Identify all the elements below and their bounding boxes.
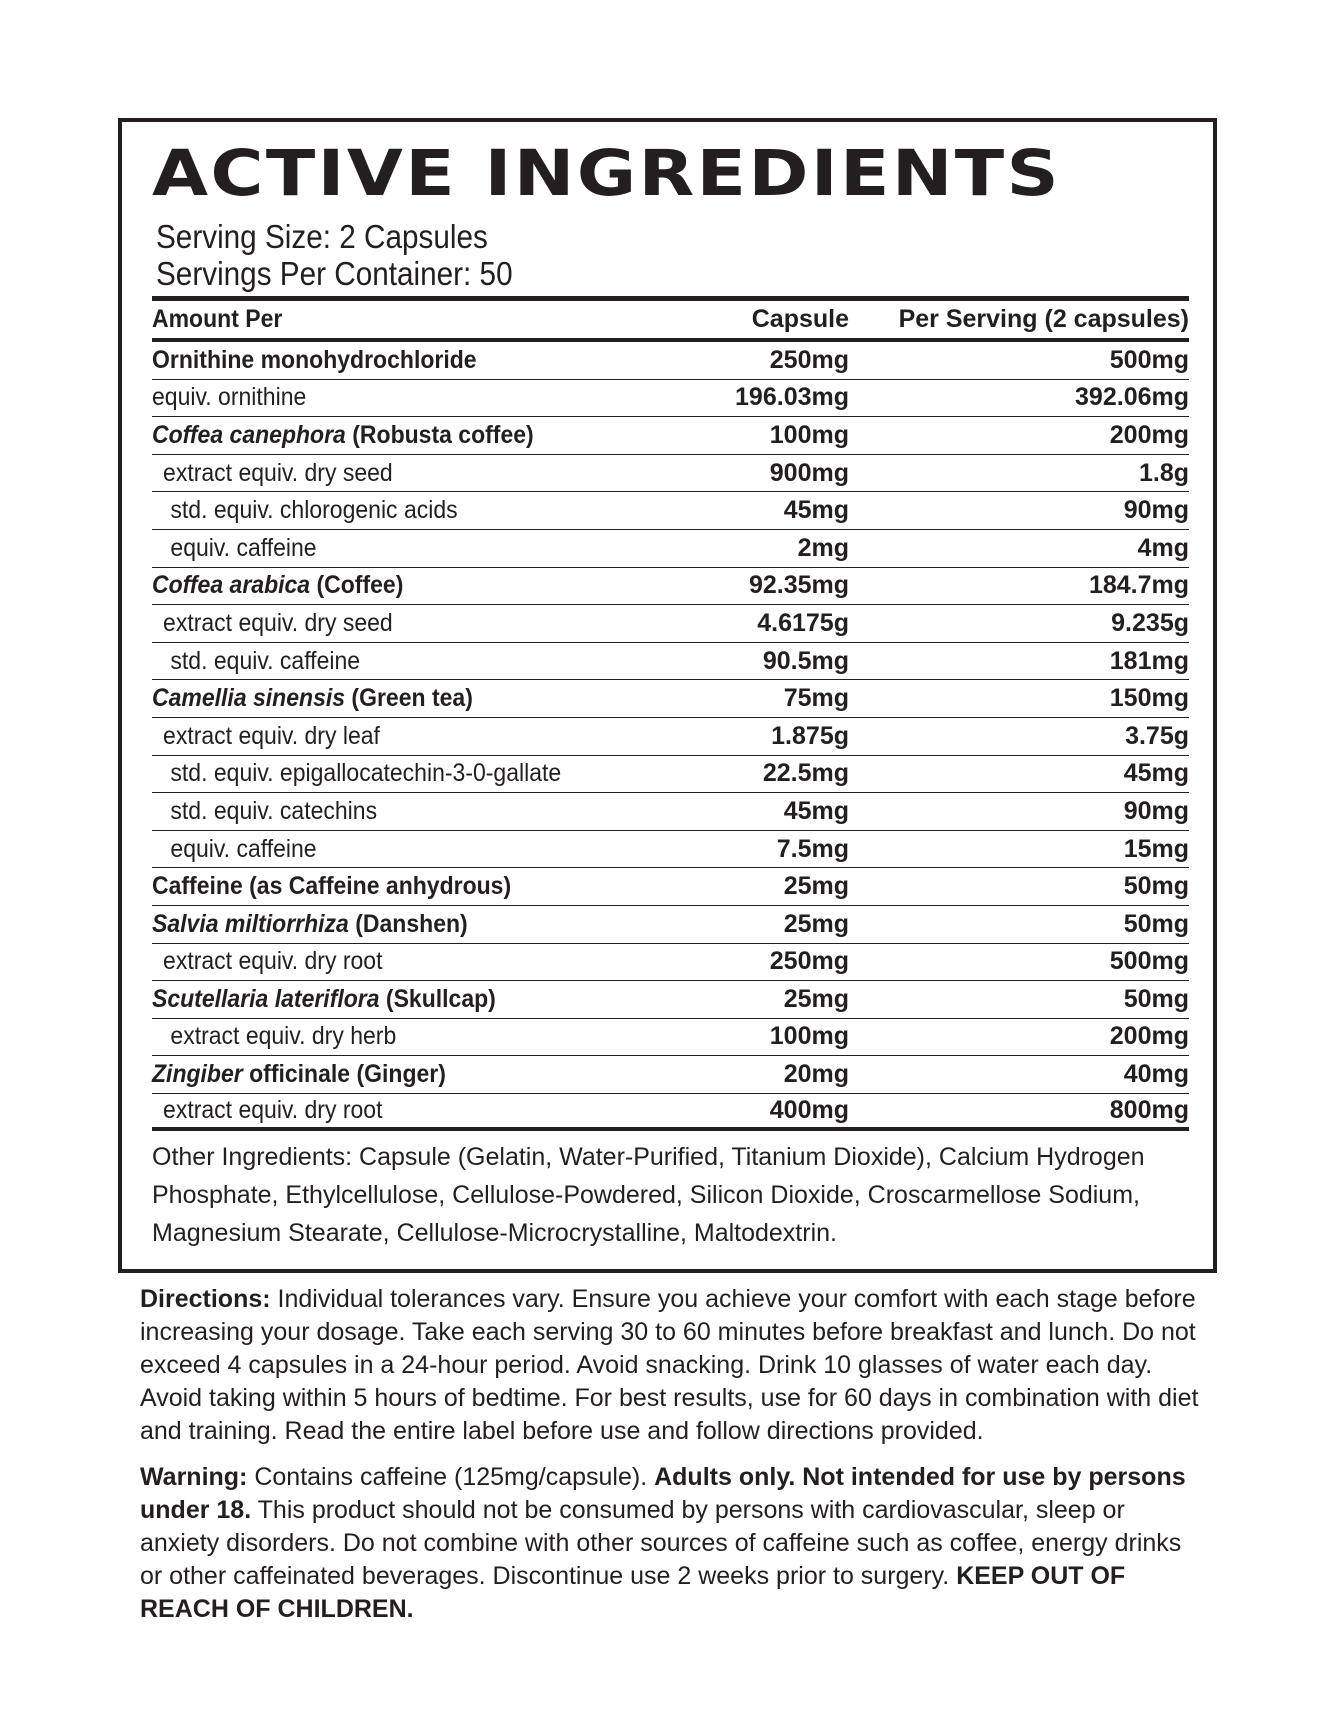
header-amount-per: Amount Per <box>152 305 283 333</box>
capsule-amount: 7.5mg <box>776 834 849 863</box>
warning-text-2: This product should not be consumed by persons with cardiovascular, sleep or anxiety disorders. Do not combine with other sources of caffeine such as coffee, energy drinks or other caffeinated beverages. Discontinue use 2 weeks prior to surgery. <box>140 1496 1182 1590</box>
capsule-amount: 100mg <box>769 1022 849 1051</box>
serving-amount: 4mg <box>1137 533 1189 562</box>
latin-name: Zingiber <box>152 1060 243 1089</box>
serving-info <box>156 218 513 292</box>
ingredient-name: extract equiv. dry leaf <box>163 721 380 750</box>
common-name: (Skullcap) <box>379 984 496 1013</box>
ingredient-name: Ornithine monohydrochloride <box>152 345 477 374</box>
serving-amount: 150mg <box>1109 684 1189 713</box>
warning-label: Warning: <box>140 1463 248 1491</box>
page-title: ACTIVE INGREDIENTS <box>152 137 1061 210</box>
serving-amount: 90mg <box>1123 796 1189 825</box>
ingredient-name <box>152 1060 628 1089</box>
latin-name: Scutellaria lateriflora <box>152 984 380 1013</box>
serving-amount: 800mg <box>1109 1096 1189 1125</box>
common-name: officinale (Ginger) <box>242 1060 446 1089</box>
directions-paragraph <box>140 1283 1205 1448</box>
ingredient-name <box>152 985 628 1014</box>
capsule-amount: 20mg <box>783 1060 849 1089</box>
capsule-amount: 25mg <box>783 909 849 938</box>
serving-amount: 9.235g <box>1111 608 1189 637</box>
serving-amount: 90mg <box>1123 496 1189 525</box>
capsule-amount: 4.6175g <box>757 608 849 637</box>
common-name: (Danshen) <box>348 909 468 938</box>
table-row <box>152 455 1189 493</box>
ingredients-panel <box>118 118 1217 1273</box>
common-name: (Green tea) <box>345 684 473 713</box>
header-capsule: Capsule <box>751 305 849 333</box>
ingredients-table <box>152 296 1189 1131</box>
table-row <box>152 342 1189 380</box>
serving-amount: 15mg <box>1123 834 1189 863</box>
capsule-amount: 250mg <box>769 947 849 976</box>
capsule-amount: 90.5mg <box>762 646 849 675</box>
warning-text-1: Contains caffeine (125mg/capsule). <box>247 1463 655 1491</box>
latin-name: Salvia miltiorrhiza <box>152 909 349 938</box>
ingredient-name: extract equiv. dry seed <box>163 458 393 487</box>
latin-name: Coffea arabica <box>152 571 311 600</box>
capsule-amount: 100mg <box>769 420 849 449</box>
ingredient-name: std. equiv. epigallocatechin-3-0-gallate <box>170 759 562 788</box>
serving-amount: 200mg <box>1109 1022 1189 1051</box>
serving-amount: 392.06mg <box>1075 383 1189 412</box>
table-row <box>152 417 1189 455</box>
capsule-amount: 400mg <box>769 1096 849 1125</box>
serving-amount: 3.75g <box>1125 721 1189 750</box>
table-row <box>152 793 1189 831</box>
ingredient-name: equiv. caffeine <box>170 834 317 863</box>
table-row <box>152 756 1189 794</box>
table-row <box>152 380 1189 418</box>
capsule-amount: 250mg <box>769 345 849 374</box>
capsule-amount: 2mg <box>797 533 849 562</box>
warning-keep-out: KEEP OUT OF REACH OF CHILDREN. <box>140 1562 1126 1623</box>
ingredient-name <box>152 421 628 450</box>
capsule-amount: 92.35mg <box>748 571 849 600</box>
ingredient-name <box>152 571 628 600</box>
serving-amount: 184.7mg <box>1088 571 1189 600</box>
serving-amount: 50mg <box>1123 984 1189 1013</box>
table-row <box>152 492 1189 530</box>
table-row <box>152 718 1189 756</box>
table-row <box>152 568 1189 606</box>
ingredient-name: equiv. caffeine <box>170 533 317 562</box>
table-row <box>152 906 1189 944</box>
capsule-amount: 25mg <box>783 872 849 901</box>
serving-amount: 50mg <box>1123 872 1189 901</box>
serving-amount: 40mg <box>1123 1060 1189 1089</box>
ingredient-name <box>152 910 628 939</box>
capsule-amount: 1.875g <box>771 721 849 750</box>
warning-adults-only: Adults only. Not intended for use by persons under 18. <box>140 1463 1186 1524</box>
header-per-serving: Per Serving (2 capsules) <box>898 305 1189 333</box>
table-row <box>152 530 1189 568</box>
common-name: (Robusta coffee) <box>345 420 534 449</box>
table-row <box>152 643 1189 681</box>
table-row <box>152 605 1189 643</box>
latin-name: Camellia sinensis <box>152 684 346 713</box>
table-row <box>152 1094 1189 1132</box>
table-row <box>152 1019 1189 1057</box>
ingredient-name: extract equiv. dry root <box>163 947 383 976</box>
serving-amount: 500mg <box>1109 947 1189 976</box>
directions-label: Directions: <box>140 1285 271 1313</box>
capsule-amount: 900mg <box>769 458 849 487</box>
capsule-amount: 25mg <box>783 984 849 1013</box>
servings-per-container: Servings Per Container: 50 <box>156 255 513 292</box>
table-row <box>152 868 1189 906</box>
ingredient-name: extract equiv. dry seed <box>163 608 393 637</box>
common-name: (Coffee) <box>310 571 404 600</box>
capsule-amount: 45mg <box>783 796 849 825</box>
capsule-amount: 22.5mg <box>762 759 849 788</box>
ingredient-name: std. equiv. catechins <box>170 796 378 825</box>
other-ingredients: Other Ingredients: Capsule (Gelatin, Water-Purified, Titanium Dioxide), Calcium Hydrogen Phosphate, Ethylcellulose, Cellulose-Powdered, Silicon Dioxide, Croscarmellose Sodium, Magnesium Stearate, Cellulose-Microcrystalline, Maltodextrin. <box>152 1143 1145 1247</box>
table-row <box>152 1056 1189 1094</box>
serving-amount: 50mg <box>1123 909 1189 938</box>
serving-amount: 1.8g <box>1138 458 1189 487</box>
warning-paragraph <box>140 1461 1205 1626</box>
serving-amount: 45mg <box>1123 759 1189 788</box>
table-row <box>152 831 1189 869</box>
capsule-amount: 45mg <box>783 496 849 525</box>
serving-amount: 500mg <box>1109 345 1189 374</box>
table-row <box>152 680 1189 718</box>
ingredient-name: equiv. ornithine <box>152 383 307 412</box>
serving-amount: 200mg <box>1109 420 1189 449</box>
ingredient-name: Caffeine (as Caffeine anhydrous) <box>152 872 512 901</box>
ingredient-name: std. equiv. chlorogenic acids <box>170 496 458 525</box>
capsule-amount: 75mg <box>783 684 849 713</box>
label-notes <box>140 1283 1205 1639</box>
ingredient-name: extract equiv. dry root <box>163 1096 383 1125</box>
directions-text: Individual tolerances vary. Ensure you achieve your comfort with each stage before increasing your dosage. Take each serving 30 to 60 minutes before breakfast and lunch. Do not exceed 4 capsules in a 24-hour period. Avoid snacking. Drink 10 glasses of water each day. Avoid taking within 5 hours of bedtime. For best results, use for 60 days in combination with diet and training. Read the entire label before use and follow directions provided. <box>140 1285 1199 1445</box>
table-row <box>152 944 1189 982</box>
ingredient-name: extract equiv. dry herb <box>170 1022 397 1051</box>
table-header <box>152 296 1189 342</box>
ingredient-name: std. equiv. caffeine <box>170 646 361 675</box>
serving-amount: 181mg <box>1109 646 1189 675</box>
serving-size: Serving Size: 2 Capsules <box>156 218 488 255</box>
ingredient-name <box>152 684 628 713</box>
latin-name: Coffea canephora <box>152 420 346 449</box>
capsule-amount: 196.03mg <box>735 383 849 412</box>
table-row <box>152 981 1189 1019</box>
